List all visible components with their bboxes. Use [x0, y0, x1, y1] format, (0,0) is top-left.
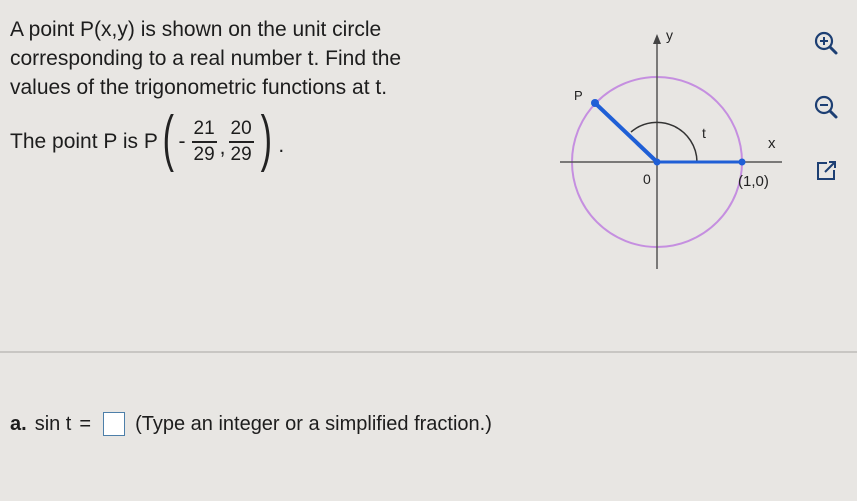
problem-line-1: A point P(x,y) is shown on the unit circle — [10, 18, 382, 41]
answer-input[interactable] — [103, 412, 125, 436]
problem-line-2: corresponding to a real number t. Find the — [10, 47, 402, 70]
y-denominator: 29 — [229, 141, 254, 167]
problem-line-3: values of the trigonometric functions at t. — [10, 76, 388, 99]
function-label: sin t — [34, 412, 72, 435]
angle-t-label: t — [702, 125, 706, 141]
point-p-label: P — [574, 88, 583, 103]
period: . — [278, 134, 285, 157]
zoom-out-button[interactable] — [808, 89, 844, 125]
point-coordinates — [10, 102, 284, 182]
y-axis-arrow — [653, 34, 661, 44]
equals-sign: = — [79, 412, 92, 435]
x-axis-label: x — [768, 135, 776, 152]
negative-sign: - — [178, 130, 186, 153]
answer-hint: (Type an integer or a simplified fraction.) — [135, 412, 492, 435]
open-paren: ( — [162, 104, 174, 173]
section-divider — [0, 351, 857, 353]
point-one-zero-label: (1,0) — [738, 173, 769, 190]
point-prefix: The point P is P — [10, 130, 158, 153]
zoom-out-icon — [812, 93, 840, 121]
origin-dot — [654, 159, 661, 166]
expand-icon — [813, 158, 839, 184]
part-label: a. — [10, 412, 27, 435]
y-axis-label: y — [666, 27, 673, 43]
point-p-dot — [591, 99, 599, 107]
angle-arc — [631, 122, 697, 162]
point-one-dot — [739, 159, 746, 166]
x-denominator: 29 — [192, 141, 217, 167]
answer-row — [10, 412, 492, 436]
zoom-in-button[interactable] — [808, 25, 844, 61]
y-numerator: 20 — [230, 118, 252, 139]
y-fraction — [229, 117, 254, 167]
x-numerator: 21 — [193, 118, 215, 139]
unit-circle-graph — [560, 20, 800, 275]
origin-label: 0 — [643, 171, 651, 187]
problem-statement — [10, 15, 480, 102]
x-fraction — [192, 117, 217, 167]
graph-tools — [808, 25, 844, 217]
close-paren: ) — [260, 104, 272, 173]
zoom-in-icon — [812, 29, 840, 57]
radius-to-p — [595, 103, 657, 162]
comma: , — [219, 136, 226, 159]
expand-button[interactable] — [808, 153, 844, 189]
